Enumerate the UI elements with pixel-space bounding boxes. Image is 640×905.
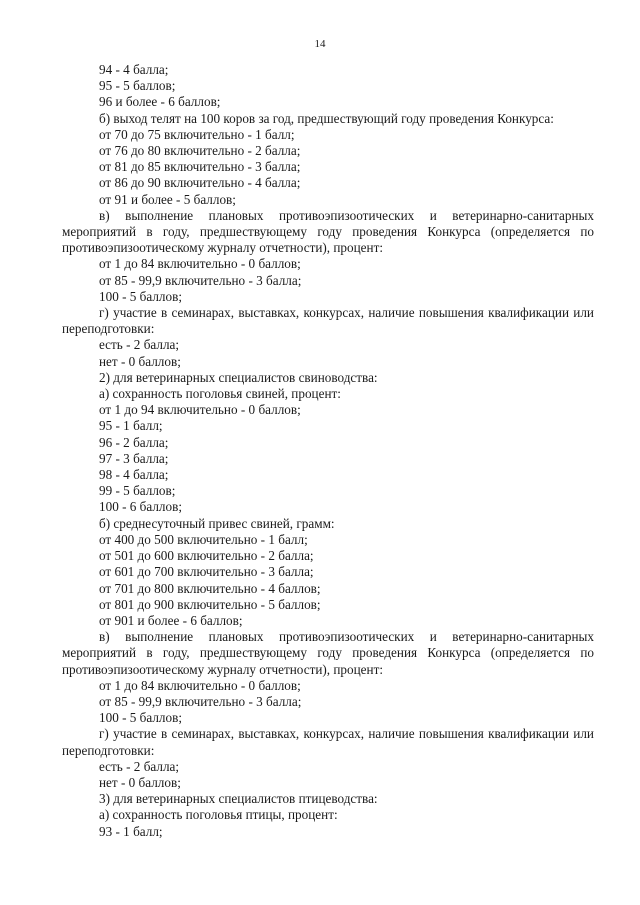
- text-line: а) сохранность поголовья птицы, процент:: [99, 807, 338, 823]
- text-line: 99 - 5 баллов;: [99, 483, 176, 499]
- page-number: 14: [314, 38, 326, 50]
- text-line: есть - 2 балла;: [99, 337, 180, 353]
- text-line: от 91 и более - 5 баллов;: [99, 191, 236, 207]
- text-line: от 701 до 800 включительно - 4 баллов;: [99, 580, 321, 596]
- text-line: 95 - 1 балл;: [99, 418, 163, 434]
- text-line: 96 - 2 балла;: [99, 434, 169, 450]
- text-line: от 86 до 90 включительно - 4 балла;: [99, 175, 301, 191]
- text-line: от 81 до 85 включительно - 3 балла;: [99, 159, 301, 175]
- text-line: есть - 2 балла;: [99, 758, 180, 774]
- text-line: от 70 до 75 включительно - 1 балл;: [99, 126, 295, 142]
- text-line: от 801 до 900 включительно - 5 баллов;: [99, 596, 321, 612]
- text-line: б) среднесуточный привес свиней, грамм:: [99, 515, 335, 531]
- paragraph: в) выполнение плановых противоэпизоотических и ветеринарно-санитарных мероприятий в году, предшествующему году проведения Конкурса (определяется по противоэпизоотическому журналу отчетности), процент:: [62, 629, 594, 677]
- text-line: от 1 до 84 включительно - 0 баллов;: [99, 677, 301, 693]
- text-line: от 901 и более - 6 баллов;: [99, 612, 243, 628]
- text-line: от 601 до 700 включительно - 3 балла;: [99, 564, 314, 580]
- text-line: а) сохранность поголовья свиней, процент:: [99, 386, 341, 402]
- paragraph: в) выполнение плановых противоэпизоотических и ветеринарно-санитарных мероприятий в году, предшествующему году проведения Конкурса (определяется по противоэпизоотическому журналу отчетности), процент:: [62, 207, 594, 256]
- text-line: 2) для ветеринарных специалистов свиноводства:: [99, 369, 378, 385]
- text-line: от 1 до 94 включительно - 0 баллов;: [99, 402, 301, 418]
- text-line: 3) для ветеринарных специалистов птицеводства:: [99, 791, 378, 807]
- text-line: 100 - 6 баллов;: [99, 499, 182, 515]
- text-line: от 85 - 99,9 включительно - 3 балла;: [99, 272, 302, 288]
- text-line: 95 - 5 баллов;: [99, 78, 176, 94]
- text-line: 96 и более - 6 баллов;: [99, 94, 221, 110]
- text-line: от 85 - 99,9 включительно - 3 балла;: [99, 693, 302, 709]
- paragraph: г) участие в семинарах, выставках, конкурсах, наличие повышения квалификации или переподготовки:: [62, 305, 594, 337]
- text-line: б) выход телят на 100 коров за год, предшествующий году проведения Конкурса:: [99, 110, 554, 126]
- text-line: 100 - 5 баллов;: [99, 288, 182, 304]
- text-line: от 76 до 80 включительно - 2 балла;: [99, 143, 301, 159]
- text-line: нет - 0 баллов;: [99, 774, 181, 790]
- text-line: 97 - 3 балла;: [99, 450, 169, 466]
- text-line: 100 - 5 баллов;: [99, 710, 182, 726]
- text-line: от 501 до 600 включительно - 2 балла;: [99, 548, 314, 564]
- text-line: 94 - 4 балла;: [99, 62, 169, 77]
- paragraph: г) участие в семинарах, выставках, конкурсах, наличие повышения квалификации или переподготовки:: [62, 726, 594, 758]
- text-line: 93 - 1 балл;: [99, 823, 163, 839]
- text-line: от 400 до 500 включительно - 1 балл;: [99, 531, 308, 547]
- text-line: 98 - 4 балла;: [99, 467, 169, 483]
- document-body: [62, 62, 594, 840]
- text-line: от 1 до 84 включительно - 0 баллов;: [99, 256, 301, 272]
- text-line: нет - 0 баллов;: [99, 353, 181, 369]
